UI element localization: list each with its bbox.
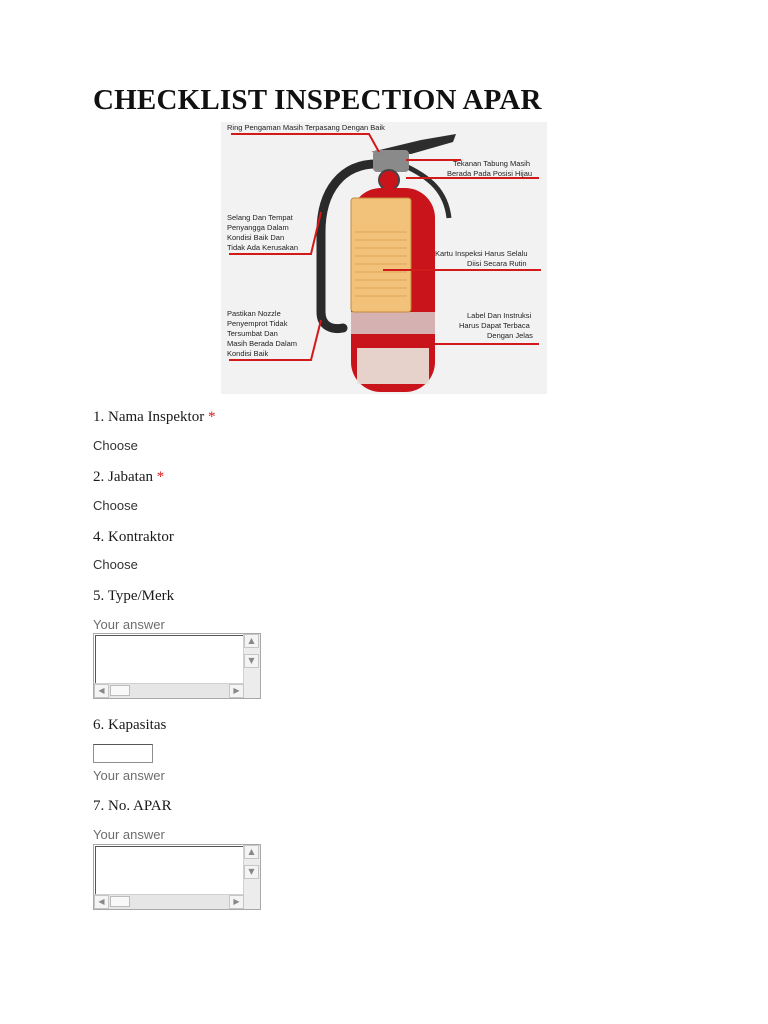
question-jabatan xyxy=(93,469,164,486)
note-label-3: Dengan Jelas xyxy=(487,331,533,340)
note-label-1: Label Dan Instruksi xyxy=(467,311,532,320)
page-title: CHECKLIST INSPECTION APAR xyxy=(93,84,542,116)
scroll-right-icon[interactable]: ▶ xyxy=(229,895,244,909)
note-ring: Ring Pengaman Masih Terpasang Dengan Baik xyxy=(227,123,385,132)
note-nozzle-1: Pastikan Nozzle xyxy=(227,309,281,318)
kapasitas-input[interactable] xyxy=(93,744,153,763)
vertical-scrollbar[interactable] xyxy=(243,634,260,684)
scroll-left-icon[interactable]: ◀ xyxy=(94,895,109,909)
nama-inspektor-dropdown[interactable]: Choose xyxy=(93,438,138,453)
question-label: 2. Jabatan xyxy=(93,469,153,485)
no-apar-textarea[interactable] xyxy=(93,844,261,910)
note-hose-3: Kondisi Baik Dan xyxy=(227,233,285,242)
note-card-2: Diisi Secara Rutin xyxy=(467,259,527,268)
question-type-merk xyxy=(93,588,174,605)
question-label: 5. Type/Merk xyxy=(93,588,175,604)
scroll-down-icon[interactable]: ▼ xyxy=(244,654,259,668)
note-hose-4: Tidak Ada Kerusakan xyxy=(227,243,299,252)
type-merk-placeholder: Your answer xyxy=(93,617,165,632)
scroll-corner xyxy=(244,684,260,698)
scroll-thumb[interactable] xyxy=(110,896,130,907)
note-pressure-1: Tekanan Tabung Masih xyxy=(453,159,530,168)
textarea-edit-area[interactable] xyxy=(95,635,243,684)
note-pressure-2: Berada Pada Posisi Hijau xyxy=(447,169,533,178)
scroll-thumb[interactable] xyxy=(110,685,130,696)
horizontal-scrollbar[interactable] xyxy=(94,683,244,698)
note-label-2: Harus Dapat Terbaca xyxy=(459,321,530,330)
scroll-up-icon[interactable]: ▲ xyxy=(244,634,259,648)
vertical-scrollbar[interactable] xyxy=(243,845,260,895)
note-hose-2: Penyangga Dalam xyxy=(227,223,289,232)
note-hose-1: Selang Dan Tempat xyxy=(227,213,293,222)
cylinder-band-shape xyxy=(351,312,435,334)
inspection-tag-shape xyxy=(351,198,411,312)
scroll-up-icon[interactable]: ▲ xyxy=(244,845,259,859)
kontraktor-dropdown[interactable]: Choose xyxy=(93,557,138,572)
note-nozzle-3: Tersumbat Dan xyxy=(227,329,278,338)
note-nozzle-4: Masih Berada Dalam xyxy=(227,339,298,348)
fire-extinguisher-diagram xyxy=(221,122,547,394)
question-label: 1. Nama Inspektor xyxy=(93,409,205,425)
pressure-gauge-shape xyxy=(379,170,399,190)
note-nozzle-2: Penyemprot Tidak xyxy=(227,319,288,328)
required-mark: * xyxy=(156,469,165,485)
scroll-left-icon[interactable]: ◀ xyxy=(94,684,109,698)
question-label: 7. No. APAR xyxy=(93,798,172,814)
question-kontraktor xyxy=(93,529,174,546)
no-apar-placeholder: Your answer xyxy=(93,827,165,842)
scroll-corner xyxy=(244,895,260,909)
note-nozzle-5: Kondisi Baik xyxy=(227,349,269,358)
type-merk-textarea[interactable] xyxy=(93,633,261,699)
textarea-edit-area[interactable] xyxy=(95,846,243,895)
kapasitas-placeholder: Your answer xyxy=(93,768,165,783)
question-label: 4. Kontraktor xyxy=(93,529,174,545)
required-mark: * xyxy=(207,409,216,425)
scroll-down-icon[interactable]: ▼ xyxy=(244,865,259,879)
note-card-1: Kartu Inspeksi Harus Selalu xyxy=(435,249,528,258)
cylinder-label-shape xyxy=(357,348,429,384)
question-no-apar xyxy=(93,798,172,815)
horizontal-scrollbar[interactable] xyxy=(94,894,244,909)
question-nama-inspektor xyxy=(93,409,215,426)
question-kapasitas xyxy=(93,717,166,734)
question-label: 6. Kapasitas xyxy=(93,717,167,733)
valve-shape xyxy=(373,150,409,172)
jabatan-dropdown[interactable]: Choose xyxy=(93,498,138,513)
scroll-right-icon[interactable]: ▶ xyxy=(229,684,244,698)
